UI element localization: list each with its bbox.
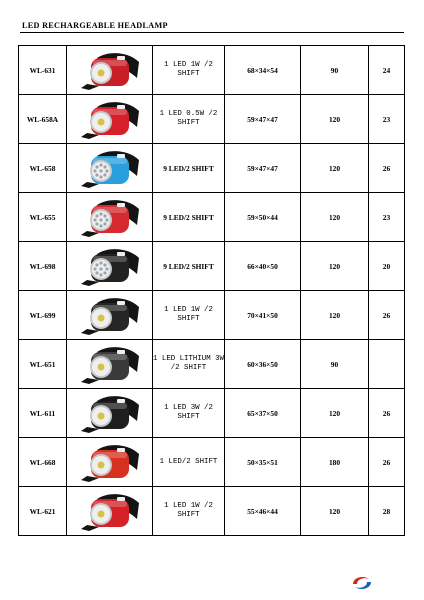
specification-cell: 1 LED 0.5W /2 SHIFT — [153, 95, 225, 144]
table-row — [19, 46, 405, 95]
carton-cell: 20 — [369, 242, 405, 291]
carton-cell: 23 — [369, 193, 405, 242]
carton-cell: 26 — [369, 438, 405, 487]
product-image-cell — [67, 340, 153, 389]
model-cell: WL-699 — [19, 291, 67, 340]
quantity-cell: 120 — [301, 242, 369, 291]
product-image-cell — [67, 46, 153, 95]
quantity-cell: 90 — [301, 340, 369, 389]
headlamp-photo — [77, 489, 143, 533]
table-row — [19, 242, 405, 291]
carton-cell: 24 — [369, 46, 405, 95]
size-cell: 60×36×50 — [225, 340, 301, 389]
table-row — [19, 193, 405, 242]
model-cell: WL-621 — [19, 487, 67, 536]
company-logo — [350, 574, 374, 592]
headlamp-photo — [77, 195, 143, 239]
product-image-cell — [67, 95, 153, 144]
headlamp-photo — [77, 293, 143, 337]
product-image-cell — [67, 242, 153, 291]
headlamp-photo — [77, 48, 143, 92]
model-cell: WL-658A — [19, 95, 67, 144]
quantity-cell: 120 — [301, 389, 369, 438]
headlamp-photo — [77, 97, 143, 141]
title-divider — [20, 32, 404, 33]
table-row — [19, 291, 405, 340]
model-cell: WL-668 — [19, 438, 67, 487]
carton-cell: 26 — [369, 144, 405, 193]
specification-cell: 9 LED/2 SHIFT — [153, 193, 225, 242]
quantity-cell: 120 — [301, 193, 369, 242]
model-cell: WL-658 — [19, 144, 67, 193]
quantity-cell: 120 — [301, 487, 369, 536]
size-cell: 68×34×54 — [225, 46, 301, 95]
specification-cell: 9 LED/2 SHIFT — [153, 242, 225, 291]
table-row — [19, 144, 405, 193]
headlamp-photo — [77, 146, 143, 190]
model-cell: WL-631 — [19, 46, 67, 95]
table-row — [19, 340, 405, 389]
size-cell: 59×47×47 — [225, 95, 301, 144]
headlamp-photo — [77, 244, 143, 288]
product-image-cell — [67, 389, 153, 438]
headlamp-photo — [77, 440, 143, 484]
table-row — [19, 95, 405, 144]
quantity-cell: 120 — [301, 144, 369, 193]
size-cell: 70×41×50 — [225, 291, 301, 340]
table-row — [19, 389, 405, 438]
product-image-cell — [67, 193, 153, 242]
size-cell: 50×35×51 — [225, 438, 301, 487]
product-image-cell — [67, 487, 153, 536]
quantity-cell: 120 — [301, 291, 369, 340]
carton-cell — [369, 340, 405, 389]
carton-cell: 26 — [369, 389, 405, 438]
quantity-cell: 120 — [301, 95, 369, 144]
specification-cell: 1 LED 1W /2 SHIFT — [153, 46, 225, 95]
specification-cell: 9 LED/2 SHIFT — [153, 144, 225, 193]
product-table — [18, 45, 405, 536]
product-image-cell — [67, 144, 153, 193]
model-cell: WL-611 — [19, 389, 67, 438]
carton-cell: 23 — [369, 95, 405, 144]
table-row — [19, 438, 405, 487]
specification-cell: 1 LED 3W /2 SHIFT — [153, 389, 225, 438]
specification-cell: 1 LED LITHIUM 3W /2 SHIFT — [153, 340, 225, 389]
size-cell: 59×50×44 — [225, 193, 301, 242]
size-cell: 65×37×50 — [225, 389, 301, 438]
size-cell: 59×47×47 — [225, 144, 301, 193]
product-image-cell — [67, 438, 153, 487]
headlamp-photo — [77, 342, 143, 386]
carton-cell: 26 — [369, 291, 405, 340]
product-image-cell — [67, 291, 153, 340]
table-row — [19, 487, 405, 536]
size-cell: 55×46×44 — [225, 487, 301, 536]
quantity-cell: 180 — [301, 438, 369, 487]
carton-cell: 28 — [369, 487, 405, 536]
size-cell: 66×40×50 — [225, 242, 301, 291]
page-title: LED RECHARGEABLE HEADLAMP — [22, 21, 168, 30]
headlamp-photo — [77, 391, 143, 435]
model-cell: WL-698 — [19, 242, 67, 291]
specification-cell: 1 LED 1W /2 SHIFT — [153, 291, 225, 340]
specification-cell: 1 LED/2 SHIFT — [153, 438, 225, 487]
model-cell: WL-655 — [19, 193, 67, 242]
specification-cell: 1 LED 1W /2 SHIFT — [153, 487, 225, 536]
quantity-cell: 90 — [301, 46, 369, 95]
model-cell: WL-651 — [19, 340, 67, 389]
